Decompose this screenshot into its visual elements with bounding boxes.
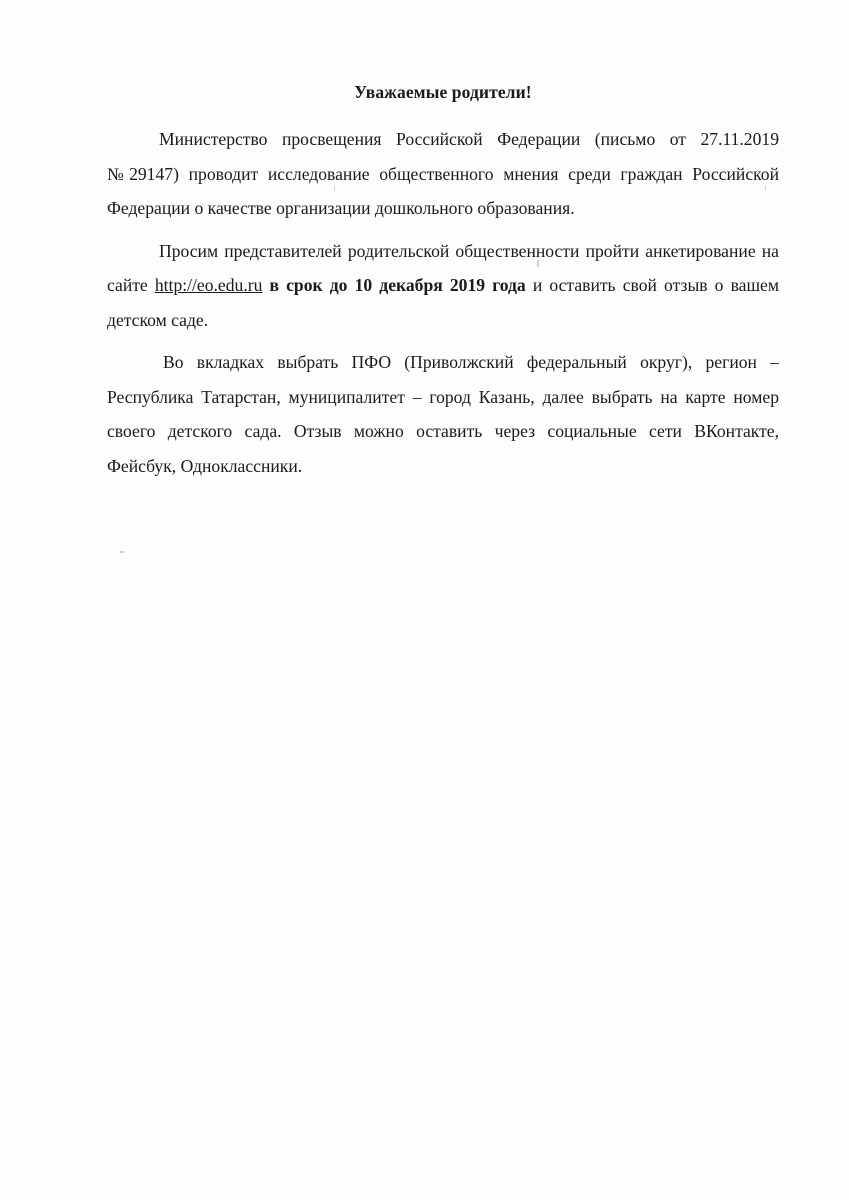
survey-request-ending: и оставить свой отзыв о вашем детском саде. <box>107 275 779 330</box>
paragraph-ministry-study: Министерство просвещения Российской Федерации (письмо от 27.11.2019 №29147) проводит исследование общественного мнения среди граждан Российской Федерации о качестве организации дошкольного образования. <box>107 129 779 218</box>
paragraph-survey-request <box>107 234 779 338</box>
survey-spacer <box>262 275 269 295</box>
survey-request-text: Просим представителей родительской общественности пройти анкетирование на сайте <box>107 240 779 295</box>
letter-body <box>107 80 779 491</box>
scan-speck <box>334 186 335 192</box>
letter-heading: Уважаемые родители! <box>354 82 532 102</box>
scan-speck <box>537 260 539 267</box>
paragraph-instructions: Во вкладках выбрать ПФО (Приволжский федеральный округ), регион – Республика Татарстан, муниципалитет – город Казань, далее выбрать на карте номер своего детского сада. Отзыв можно оставить через социальные сети ВКонтакте, Фейсбук, Одноклассники. <box>107 352 779 476</box>
survey-deadline: в срок до 10 декабря 2019 года <box>269 275 526 295</box>
scan-speck <box>120 551 124 553</box>
survey-site-link[interactable]: http://eo.edu.ru <box>154 275 263 295</box>
scan-speck <box>765 186 766 191</box>
